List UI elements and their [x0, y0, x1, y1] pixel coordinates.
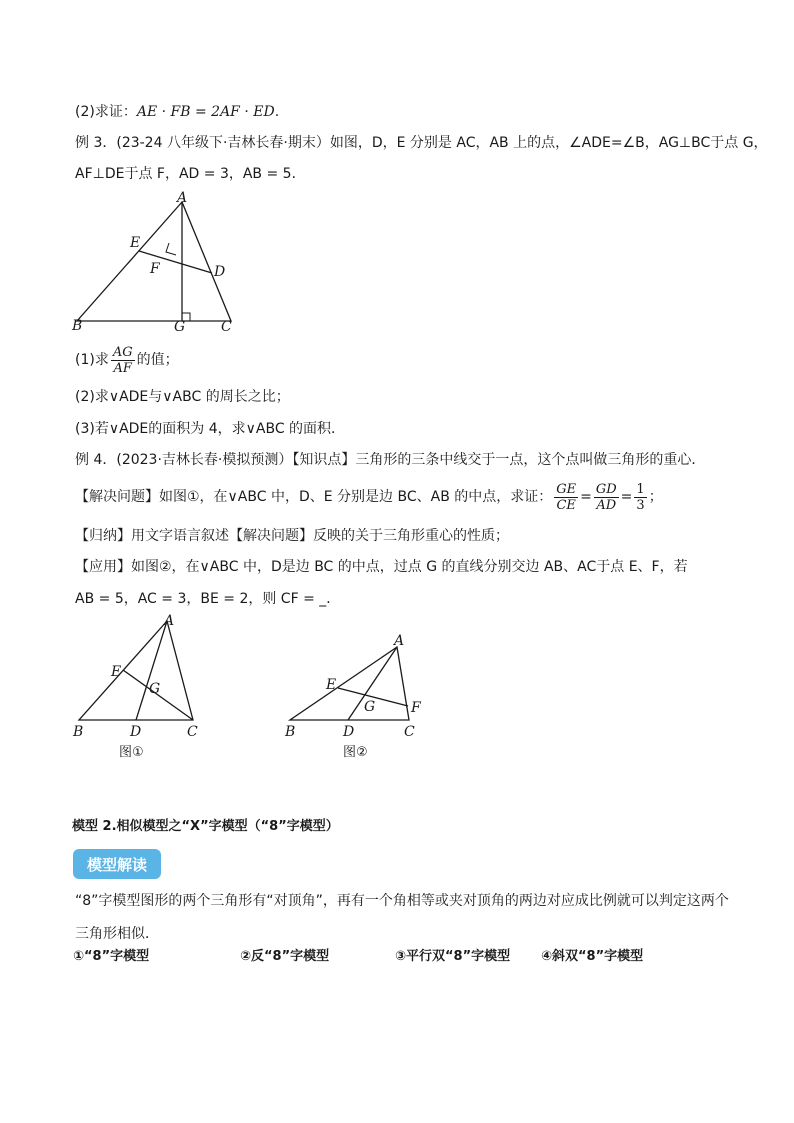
model2-type-4: ④斜双“8”字模型 — [541, 949, 644, 964]
ex4-frac1-num: GE — [556, 481, 577, 497]
ex3-label-B: B — [72, 318, 83, 334]
fig1-caption: 图① — [119, 745, 144, 760]
fig2-label-F: F — [411, 700, 421, 716]
ex3-q3: (3)若∨ADE的面积为 4，求∨ABC 的面积． — [75, 421, 346, 437]
fig2-label-G: G — [364, 699, 376, 715]
ex4-figure-1 — [70, 612, 210, 762]
fig1-label-E: E — [111, 664, 122, 680]
ex3-statement-line2: AF⊥DE于点 F，AD = 3，AB = 5． — [75, 166, 306, 182]
ex4-eq1: = — [580, 489, 592, 505]
ex2-part2-formula: AE · FB = 2AF · ED — [136, 104, 275, 120]
ex4-frac3-num: 1 — [636, 481, 645, 497]
ex3-label-C: C — [221, 319, 232, 335]
ex2-part2-end: . — [274, 104, 280, 120]
ex3-q1-pre: (1)求 — [75, 352, 109, 368]
model2-heading: 模型 2.相似模型之“X”字模型（“8”字模型） — [72, 819, 339, 834]
ex4-line3: 【归纳】用文字语言叙述【解决问题】反映的关于三角形重心的性质； — [75, 528, 509, 544]
ex3-q1-post: 的值； — [136, 352, 179, 368]
fig2-label-D: D — [343, 724, 355, 740]
ex2-part2 — [75, 102, 279, 122]
fig1-label-B: B — [73, 724, 84, 740]
fig2-label-E: E — [326, 677, 337, 693]
ex3-label-F: F — [150, 261, 160, 277]
ex3-q1 — [75, 343, 179, 377]
ex3-statement-line1: 例 3．(23-24 八年级下·吉林长春·期末）如图，D，E 分别是 AC，AB 上的点，∠ADE=∠B，AG⊥BC于点 G， — [75, 135, 768, 151]
ex4-frac1 — [554, 482, 578, 513]
ex3-q1-fraction — [111, 345, 135, 376]
ex2-part2-label: (2)求证： — [75, 104, 137, 120]
model2-type-2: ②反“8”字模型 — [240, 949, 330, 964]
ex3-figure — [60, 188, 260, 343]
ex4-line1: 例 4．(2023·吉林长春·模拟预测）【知识点】三角形的三条中线交于一点，这个点叫做三角形的重心． — [75, 452, 706, 468]
ex4-line5: AB = 5，AC = 3，BE = 2，则 CF = _． — [75, 591, 341, 607]
ex4-line2 — [75, 480, 663, 514]
model2-type-3: ③平行双“8”字模型 — [395, 949, 511, 964]
ex4-frac3-den: 3 — [636, 497, 645, 513]
ex4-line2-post: ； — [648, 489, 663, 505]
ex4-frac1-den: CE — [556, 497, 576, 513]
ex3-label-E: E — [130, 235, 141, 251]
ex3-q2: (2)求∨ADE与∨ABC 的周长之比； — [75, 389, 290, 405]
ex3-label-D: D — [214, 264, 226, 280]
ex3-q1-den: AF — [113, 360, 132, 376]
fig2-label-A: A — [394, 633, 405, 649]
ex3-label-G: G — [174, 319, 186, 335]
ex3-q1-num: AG — [112, 344, 133, 360]
ex4-frac2 — [594, 482, 619, 513]
ex4-line2-pre: 【解决问题】如图①，在∨ABC 中，D、E 分别是边 BC、AB 的中点，求证： — [75, 489, 553, 505]
model2-type-1: ①“8”字模型 — [73, 949, 150, 964]
ex4-frac2-den: AD — [596, 497, 617, 513]
fig2-caption: 图② — [343, 745, 368, 760]
fig1-label-G: G — [149, 681, 161, 697]
model2-desc-line1: “8”字模型图形的两个三角形有“对顶角”，再有一个角相等或夹对顶角的两边对应成比例就可以判定这两个 — [75, 893, 729, 909]
ex4-figure-2 — [280, 628, 430, 763]
ex3-label-A: A — [177, 190, 188, 206]
fig1-label-C: C — [187, 724, 198, 740]
ex4-line4: 【应用】如图②，在∨ABC 中，D是边 BC 的中点，过点 G 的直线分别交边 AB、AC于点 E、F，若 — [75, 559, 688, 575]
ex4-frac2-num: GD — [595, 481, 617, 497]
fig1-label-D: D — [130, 724, 142, 740]
fig1-label-A: A — [164, 613, 175, 629]
model-badge: 模型解读 — [73, 849, 161, 879]
ex4-frac3 — [634, 482, 646, 513]
ex4-eq2: = — [620, 489, 633, 505]
fig2-label-B: B — [285, 724, 296, 740]
fig2-label-C: C — [404, 724, 415, 740]
model2-desc-line2: 三角形相似． — [75, 926, 159, 942]
